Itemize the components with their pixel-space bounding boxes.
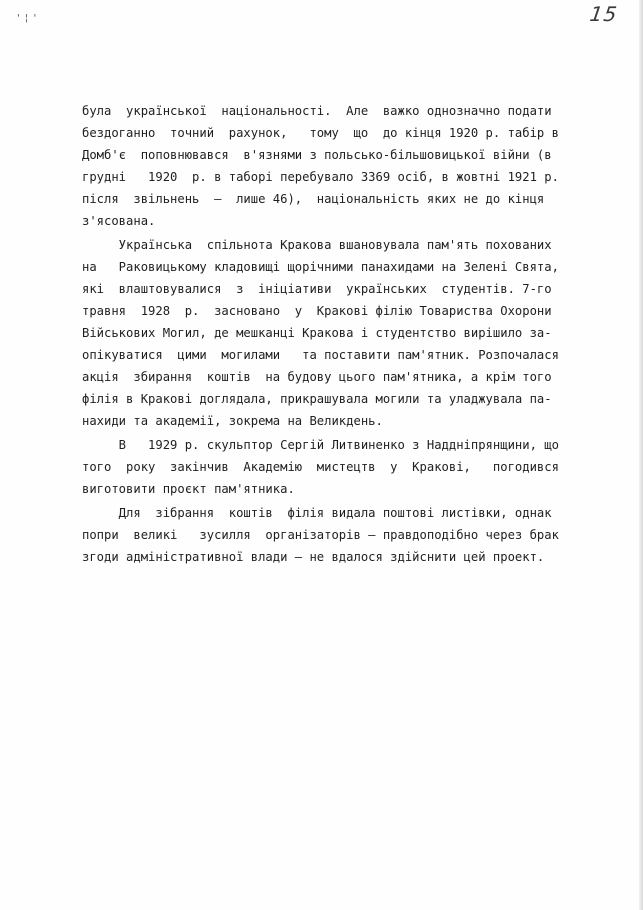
text-line: акція збирання коштів на будову цього пам'ятника, а крім того (82, 370, 552, 384)
paragraph-4 (82, 502, 587, 568)
paragraph-3 (82, 434, 587, 500)
text-line: була української національності. Але важко однозначно подати (82, 104, 552, 118)
text-line: Домб'є поповнювався в'язнями з польсько-більшовицької війни (в (82, 148, 552, 162)
paragraph-2 (82, 234, 587, 432)
text-line: які влаштовувалися з ініціативи українських студентів. 7-го (82, 282, 552, 296)
paragraph-1 (82, 100, 587, 232)
text-line: філія в Кракові доглядала, прикрашувала могили та уладжувала па- (82, 392, 552, 406)
page-edge (639, 0, 643, 910)
body-text (82, 100, 587, 568)
text-line: бездоганно точний рахунок, тому що до кінця 1920 р. табір в (82, 126, 559, 140)
text-line: опікуватися цими могилами та поставити пам'ятник. Розпочалася (82, 348, 559, 362)
handwritten-page-number: 15 (588, 2, 620, 26)
corner-mark: ' ¦ ' (17, 13, 38, 24)
text-line: на Раковицькому кладовищі щорічними панахидами на Зелені Свята, (82, 260, 559, 274)
text-line: попри великі зусилля організаторів – правдоподібно через брак (82, 528, 559, 542)
text-line: Військових Могил, де мешканці Кракова і студентство вирішило за- (82, 326, 552, 340)
text-line: Для зібрання коштів філія видала поштові листівки, однак (82, 506, 552, 520)
text-line: В 1929 р. скульптор Сергій Литвиненко з Наддніпрянщини, що (82, 438, 559, 452)
text-line: виготовити проєкт пам'ятника. (82, 482, 295, 496)
text-line: після звільнень – лише 46), національність яких не до кінця (82, 192, 545, 206)
text-line: того року закінчив Академію мистецтв у Кракові, погодився (82, 460, 559, 474)
text-line: з'ясована. (82, 214, 156, 228)
text-line: нахиди та академії, зокрема на Великдень. (82, 414, 383, 428)
text-line: згоди адміністративної влади – не вдалося здійснити цей проект. (82, 550, 545, 564)
text-line: травня 1928 р. засновано у Кракові філію Товариства Охорони (82, 304, 552, 318)
text-line: грудні 1920 р. в таборі перебувало 3369 осіб, в жовтні 1921 р. (82, 170, 559, 184)
text-line: Українська спільнота Кракова вшановувала пам'ять похованих (82, 238, 552, 252)
